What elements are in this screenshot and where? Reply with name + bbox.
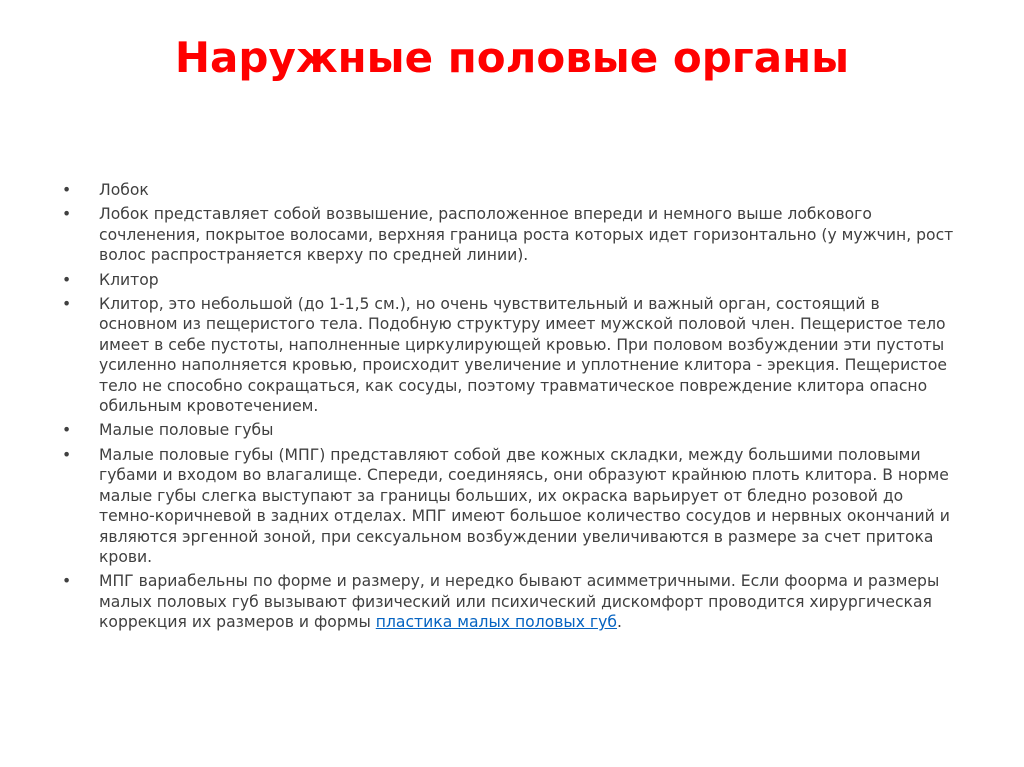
list-item	[62, 204, 962, 265]
bullet-icon: •	[62, 270, 72, 289]
list-item	[62, 180, 962, 200]
item-text: Клитор, это небольшой (до 1-1,5 см.), но очень чувствительный и важный орган, состоящий в основном из пещеристого тела. Подобную структуру имеет мужской половой член. Пещеристое тело имеет в себе пустоты, наполненные циркулирующей кровью. При половом возбуждении эти пустоты усиленно наполняется кровью, происходит увеличение и уплотнение клитора - эрекция. Пещеристое тело не способно сокращаться, как сосуды, поэтому травматическое повреждение клитора опасно обильным кровотечением.	[99, 295, 948, 416]
list-item	[62, 571, 962, 632]
item-text: Малые половые губы	[99, 421, 274, 440]
labiaplasty-link[interactable]: пластика малых половых губ	[375, 613, 617, 632]
bullet-list	[62, 180, 962, 637]
bullet-icon: •	[62, 572, 72, 591]
item-tail: .	[616, 613, 622, 632]
list-item	[62, 445, 962, 567]
slide-title: Наружные половые органы	[174, 33, 850, 82]
list-item	[62, 270, 962, 290]
item-text: Лобок	[99, 181, 149, 199]
bullet-icon: •	[62, 445, 72, 464]
item-text: Лобок представляет собой возвышение, расположенное впереди и немного выше лобкового сочленения, покрытое волосами, верхняя граница роста которых идет горизонтально (у мужчин, рост волос распространяется кверху по средней линии).	[99, 205, 954, 265]
bullet-icon: •	[62, 421, 72, 440]
item-text: МПГ вариабельны по форме и размеру, и нередко бывают асимметричными. Если фоорма и размеры малых половых губ вызывают физический или психический дискомфорт проводится хирургическая коррекция их размеров и формы	[99, 572, 940, 632]
bullet-icon: •	[62, 181, 72, 199]
item-text: Малые половые губы (МПГ) представляют собой две кожных складки, между большими половыми губами и входом во влагалище. Спереди, соединяясь, они образуют крайнюю плоть клитора. В норме малые губы слегка выступают за границы больших, их окраска варьирует от бледно розовой до темно-коричневой в задних отделах. МПГ имеют большое количество сосудов и нервных окончаний и являются эргенной зоной, при сексуальном возбуждении увеличиваются в размере за счет притока крови.	[99, 445, 950, 566]
list-item	[62, 294, 962, 416]
bullet-icon: •	[62, 295, 72, 314]
list-item	[62, 420, 962, 440]
bullet-icon: •	[62, 205, 72, 224]
item-text: Клитор	[99, 270, 159, 289]
